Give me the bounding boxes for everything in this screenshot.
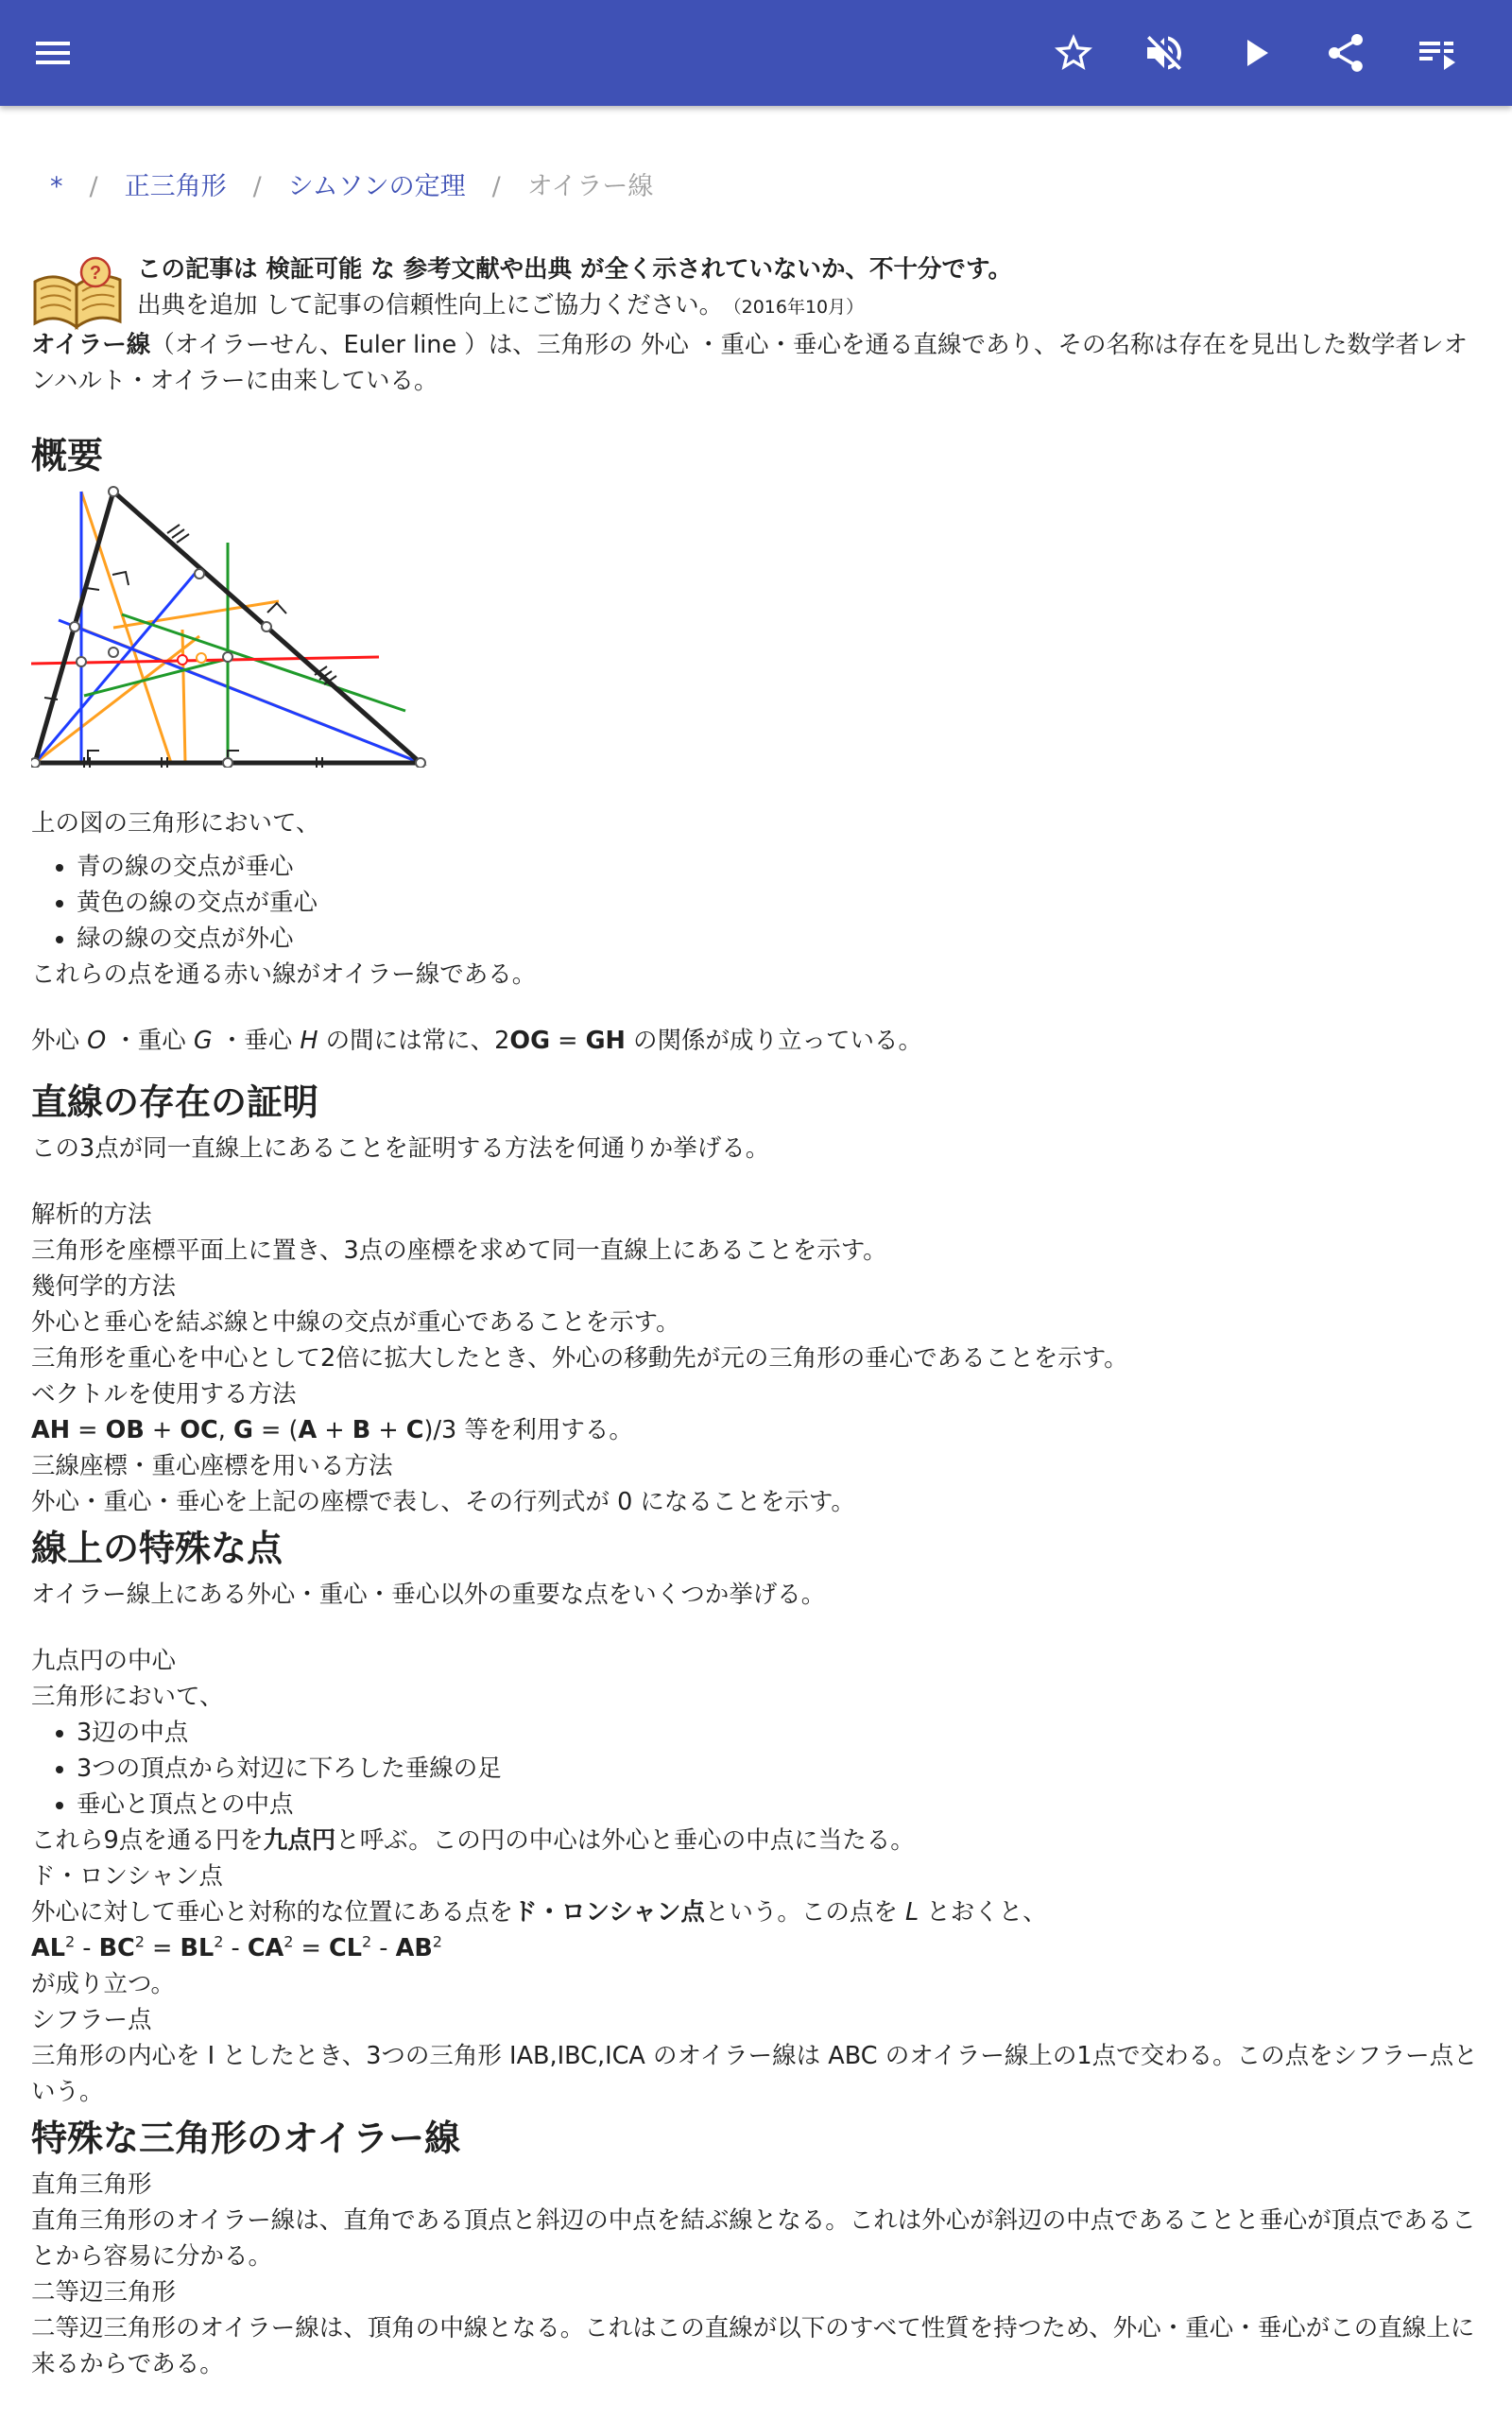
breadcrumb-item-1[interactable]: 正三角形 (124, 172, 227, 201)
heading-special-points: 線上の特殊な点 (31, 1528, 284, 1569)
schiffler-text: 三角形の内心を I としたとき、3つの三角形 IAB,IBC,ICA のオイラー線は ABC のオイラー線上の1点で交わる。この点をシフラー点という。 (31, 2042, 1478, 2106)
heading-overview: 概要 (31, 435, 104, 476)
notice-text: 出典を追加 して記事の信頼性向上にご協力ください。 (137, 291, 724, 320)
app-bar (0, 0, 1512, 106)
proof-line: 三角形を座標平面上に置き、3点の座標を求めて同一直線上にあることを示す。 (31, 1236, 887, 1265)
breadcrumb-item-2[interactable]: シムソンの定理 (287, 172, 466, 201)
isosceles-title: 二等辺三角形 (31, 2278, 177, 2307)
citation-notice (31, 251, 1486, 327)
share-icon[interactable] (1323, 30, 1368, 76)
overview-list (31, 849, 1486, 957)
breadcrumb-home[interactable]: * (50, 172, 63, 201)
book-icon (31, 253, 124, 331)
nine-point-title: 九点円の中心 (31, 1647, 177, 1675)
heading-proof: 直線の存在の証明 (31, 1081, 319, 1123)
list-item: • 緑の線の交点が外心 (77, 921, 1486, 957)
overview-after: これらの点を通る赤い線がオイラー線である。 (31, 960, 537, 989)
overview-lead: 上の図の三角形において、 (31, 809, 320, 838)
list-item: • 青の線の交点が垂心 (77, 849, 1486, 885)
volume-off-icon[interactable] (1142, 30, 1187, 76)
svg-text:?: ? (89, 263, 102, 284)
play-icon[interactable] (1232, 30, 1278, 76)
breadcrumb (50, 159, 1486, 216)
vector-formula: AH = OB + OC, G = (A + B + C)/3 等を利用する。 (31, 1416, 633, 1444)
list-item: • 垂心と頂点との中点 (77, 1787, 1486, 1823)
list-item: • 黄色の線の交点が重心 (77, 885, 1486, 921)
right-triangle-title: 直角三角形 (31, 2170, 152, 2199)
proof-line: 解析的方法 (31, 1201, 152, 1229)
de-longchamps-after: が成り立つ。 (31, 1970, 175, 1998)
proof-lead: この3点が同一直線上にあることを証明する方法を何通りか挙げる。 (31, 1134, 770, 1163)
isosceles-text: 二等辺三角形のオイラー線は、頂角の中線となる。これはこの直線が以下のすべて性質を持つため、外心・重心・垂心がこの直線上に来るからである。 (31, 2314, 1475, 2378)
de-longchamps-equation: $AL^2 - BC^2 = BL^2 - CA^2 = CL^2 - AB^2$ (31, 1932, 442, 1962)
heading-special-triangles: 特殊な三角形のオイラー線 (31, 2118, 461, 2159)
schiffler-title: シフラー点 (31, 2006, 152, 2034)
right-triangle-text: 直角三角形のオイラー線は、直角である頂点と斜辺の中点を結ぶ線となる。これは外心が斜辺の中点であることと垂心が頂点であることから容易に分かる。 (31, 2206, 1476, 2271)
overview-relation: 外心 O ・重心 G ・垂心 H の間には常に、2OG = GH の関係が成り立っている。 (31, 1027, 922, 1055)
de-longchamps-title: ド・ロンシャン点 (31, 1862, 223, 1891)
notice-title: この記事は 検証可能 な 参考文献や出典 が全く示されていないか、不十分です。 (137, 255, 1012, 284)
intro-text: （オイラーせん、Euler line ）は、三角形の 外心 ・重心・垂心を通る直線であり、その名称は存在を見出した数学者レオンハルト・オイラーに由来している。 (31, 331, 1468, 395)
proof-line: 三角形を重心を中心として2倍に拡大したとき、外心の移動先が元の三角形の垂心であることを示す。 (31, 1344, 1128, 1373)
menu-icon[interactable] (30, 30, 76, 76)
breadcrumb-separator: / (89, 172, 98, 201)
special-points-lead: オイラー線上にある外心・重心・垂心以外の重要な点をいくつか挙げる。 (31, 1581, 826, 1609)
proof-line: 外心・重心・垂心を上記の座標で表し、その行列式が 0 になることを示す。 (31, 1488, 855, 1516)
nine-point-lead: 三角形において、 (31, 1683, 224, 1711)
proof-line: 外心と垂心を結ぶ線と中線の交点が重心であることを示す。 (31, 1308, 680, 1337)
nine-point-after: これら9点を通る円を九点円と呼ぶ。この円の中心は外心と垂心の中点に当たる。 (31, 1826, 915, 1855)
playlist-icon[interactable] (1414, 30, 1459, 76)
intro-term: オイラー線 (31, 331, 151, 359)
breadcrumb-separator: / (252, 172, 262, 201)
de-longchamps-text: 外心に対して垂心と対称的な位置にある点をド・ロンシャン点という。この点を L とおくと、 (31, 1898, 1047, 1927)
breadcrumb-current: オイラー線 (526, 172, 654, 201)
list-item: • 3辺の中点 (77, 1715, 1486, 1751)
proof-line: 三線座標・重心座標を用いる方法 (31, 1452, 393, 1480)
star-outline-icon[interactable] (1051, 30, 1096, 76)
nine-point-list (31, 1715, 1486, 1823)
breadcrumb-separator: / (491, 172, 501, 201)
euler-line-diagram (31, 484, 428, 768)
notice-date: （2016年10月） (732, 297, 865, 318)
proof-line: 幾何学的方法 (31, 1272, 177, 1301)
intro-paragraph (31, 327, 1486, 399)
list-item: • 3つの頂点から対辺に下ろした垂線の足 (77, 1751, 1486, 1787)
article-content (31, 159, 1486, 2382)
proof-line: ベクトルを使用する方法 (31, 1380, 297, 1409)
